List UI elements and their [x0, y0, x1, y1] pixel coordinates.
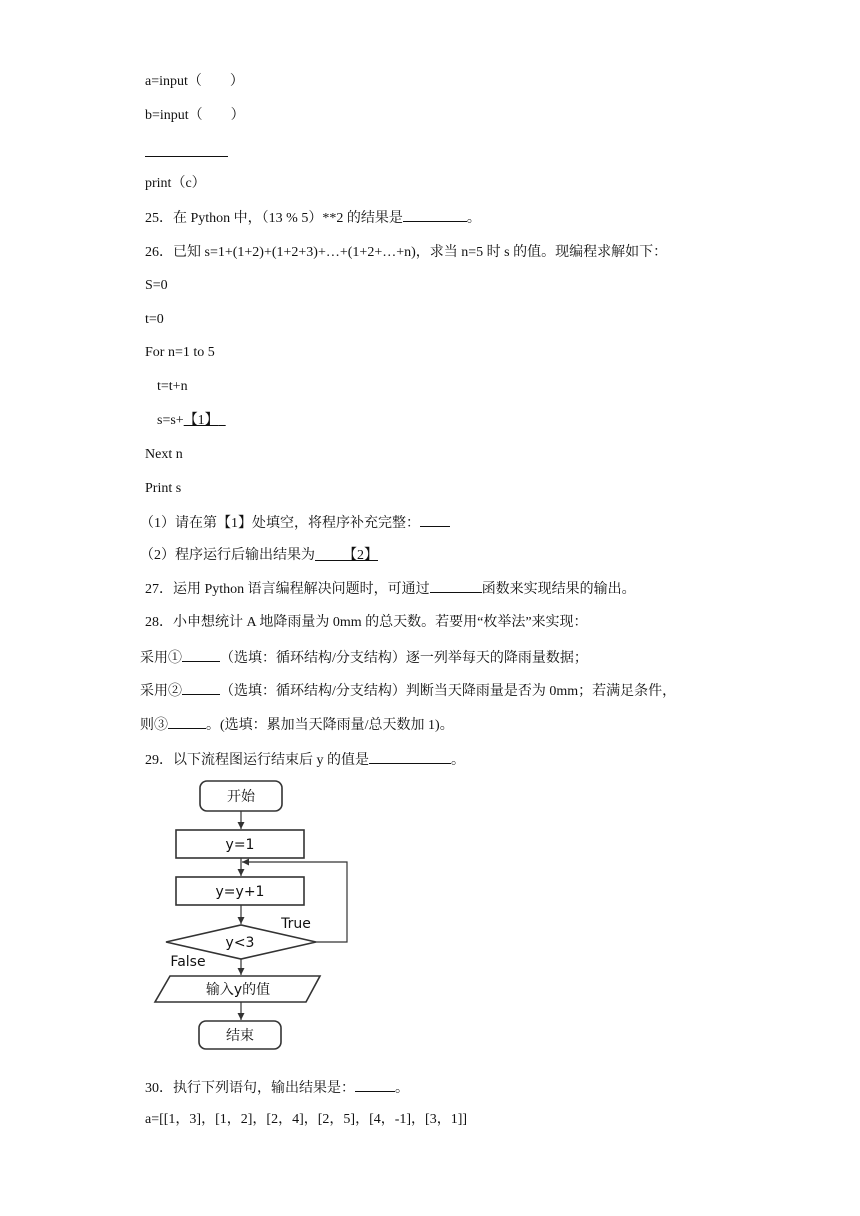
blank-1-marker: 【1】 [183, 413, 219, 428]
code-line: Print s [145, 481, 182, 496]
q25-text: 25．在 Python 中，（13 % 5）**2 的结果是 [145, 211, 403, 226]
q26-sub1-text: （1）请在第【1】处填空，将程序补充完整： [140, 516, 420, 531]
q25-end: 。 [466, 211, 481, 226]
blank-2-marker: 【2】 [343, 548, 378, 563]
q28-l3-b: 。(选填：累加当天降雨量/总天数加 1)。 [206, 718, 454, 733]
q28-l2-a: 采用② [140, 684, 182, 699]
code-print-c: print（c） [145, 176, 206, 191]
flowchart-init-text: y=1 [225, 837, 255, 853]
q30-blank [355, 1077, 395, 1092]
code-line: Next n [145, 447, 183, 462]
q30-text: 30．执行下列语句，输出结果是： [145, 1081, 355, 1096]
flowchart-output-text: 输入y的值 [205, 982, 271, 998]
code-a-input: a=input（ ） [145, 74, 244, 89]
code-s-prefix: s=s+ [157, 413, 184, 428]
q27-text: 27．运用 Python 语言编程解决问题时，可通过 [145, 582, 430, 597]
flowchart-end-text: 结束 [226, 1028, 254, 1044]
q28-l1-a: 采用① [140, 651, 182, 666]
q28-l2-b: （选填：循环结构/分支结构）判断当天降雨量是否为 0mm；若满足条件， [220, 684, 677, 699]
code-line: t=0 [145, 312, 164, 327]
q28-l3-a: 则③ [140, 718, 168, 733]
code-b-input: b=input（ ） [145, 108, 245, 123]
code-line-inner: t=t+n [157, 379, 188, 394]
flowchart-true-label: True [281, 916, 311, 932]
question-28-stem: 28．小申想统计 A 地降雨量为 0mm 的总天数。若要用“枚举法”来实现： [145, 615, 588, 630]
flowchart-start-text: 开始 [227, 789, 255, 805]
flowchart-false-label: False [170, 954, 206, 970]
code-line: S=0 [145, 278, 168, 293]
code-line: For n=1 to 5 [145, 345, 215, 360]
question-26-stem: 26．已知 s=1+(1+2)+(1+2+3)+…+(1+2+…+n)，求当 n=5 时 s 的值。现编程求解如下： [145, 245, 668, 260]
q30-end: 。 [395, 1081, 409, 1096]
flowchart-update-text: y=y+1 [215, 884, 265, 900]
q29-end: 。 [451, 753, 465, 768]
question-30 [145, 1077, 409, 1099]
q29-text: 29．以下流程图运行结束后 y 的值是 [145, 753, 369, 768]
flowchart-condition-text: y<3 [225, 935, 255, 951]
q30-code: a=[[1，3]，[1，2]，[2，4]，[2，5]，[4，-1]，[3，1]] [145, 1112, 468, 1127]
q26-sub2-text: （2）程序运行后输出结果为 [140, 548, 315, 563]
q27-end: 函数来实现结果的输出。 [481, 582, 636, 597]
q28-l1-b: （选填：循环结构/分支结构）逐一列举每天的降雨量数据； [220, 651, 588, 666]
